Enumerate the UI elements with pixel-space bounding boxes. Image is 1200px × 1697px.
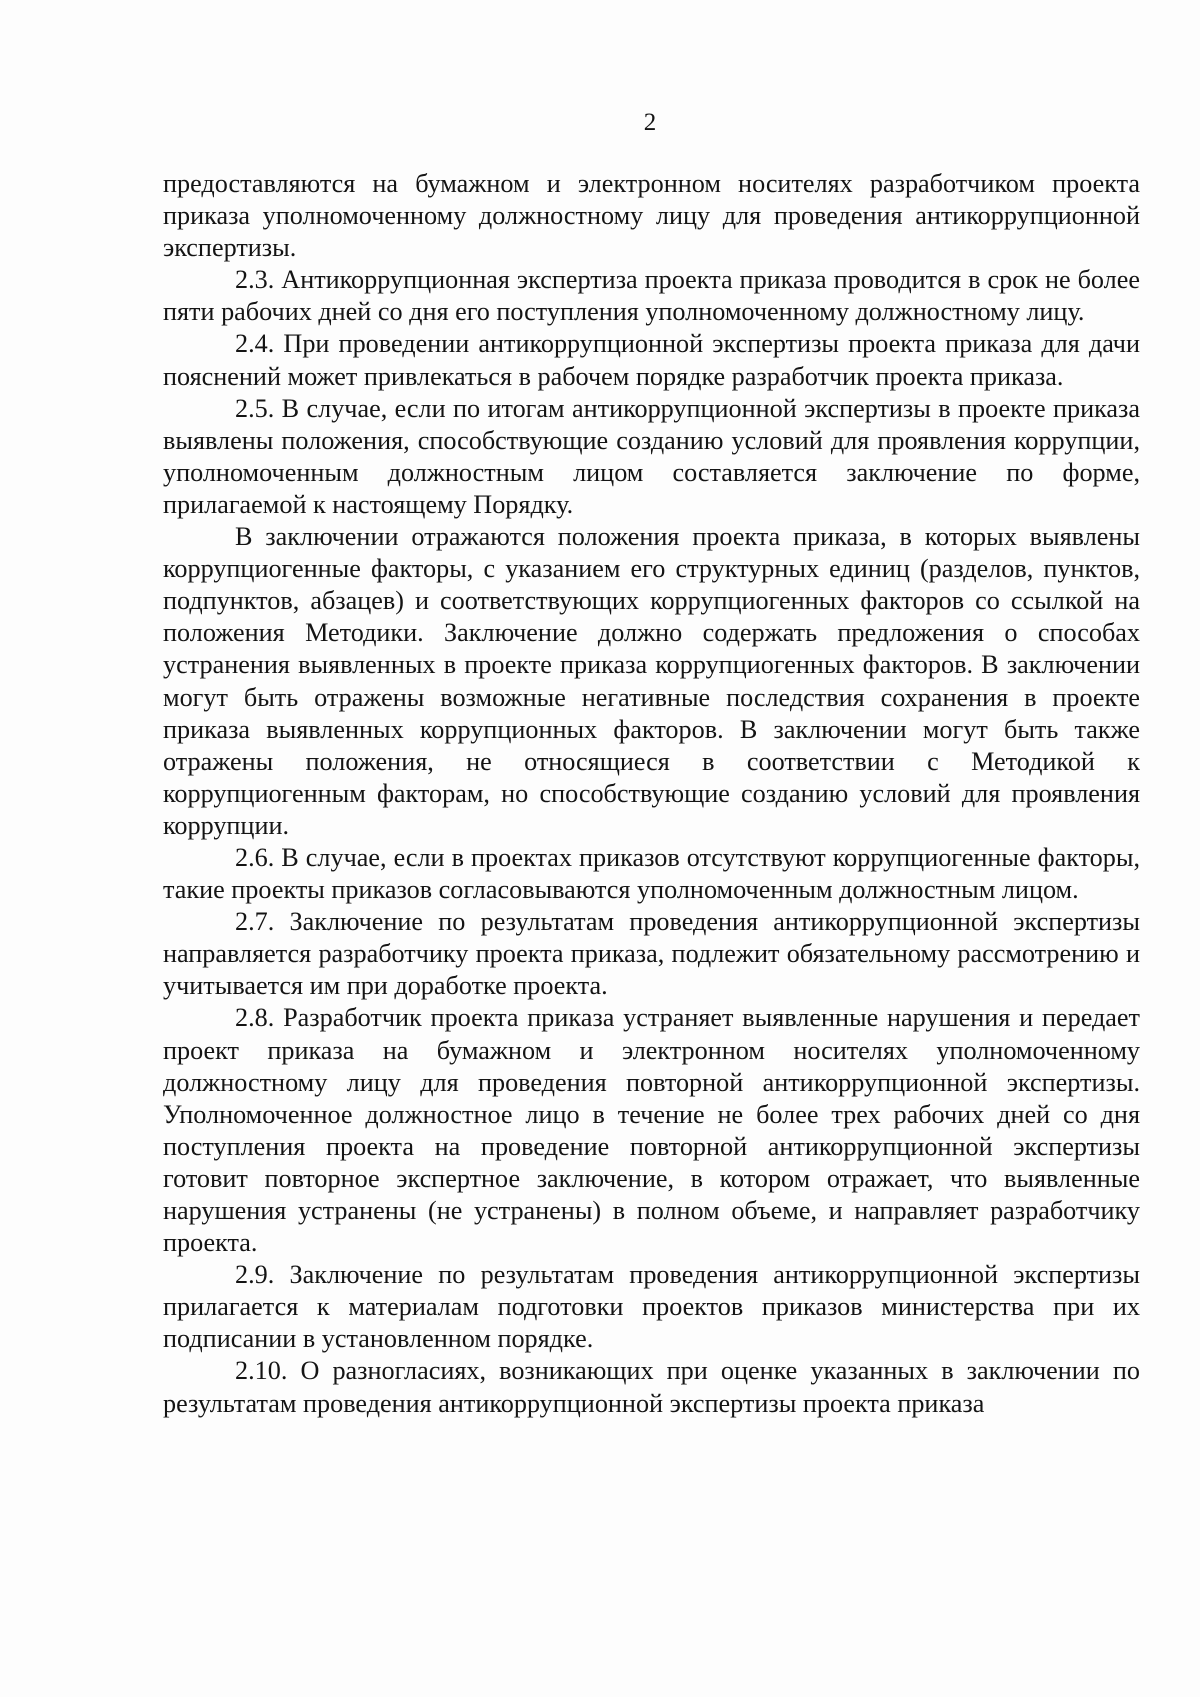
page-number: 2 <box>643 109 657 136</box>
paragraph-2-7: 2.7. Заключение по результатам проведения антикоррупционной экспертизы направляется разработчику проекта приказа, подлежит обязательному рассмотрению и учитывается им при доработке проекта. <box>163 907 1140 1001</box>
paragraph-2-6: 2.6. В случае, если в проектах приказов отсутствуют коррупциогенные факторы, такие проекты приказов согласовываются уполномоченным должностным лицом. <box>163 842 1140 905</box>
paragraph-2-5: 2.5. В случае, если по итогам антикоррупционной экспертизы в проекте приказа выявлены положения, способствующие созданию условий для проявления коррупции, уполномоченным должностным лицом составляется заключение по форме, прилагаемой к настоящему Порядку. <box>163 393 1140 519</box>
paragraph-continuation: предоставляются на бумажном и электронном носителях разработчиком проекта приказа уполномоченному должностному лицу для проведения антикоррупционной экспертизы. <box>163 169 1140 263</box>
document-body <box>163 168 1140 1420</box>
paragraph-2-4: 2.4. При проведении антикоррупционной экспертизы проекта приказа для дачи пояснений может привлекаться в рабочем порядке разработчик проекта приказа. <box>163 329 1140 391</box>
paragraph-2-3: 2.3. Антикоррупционная экспертиза проекта приказа проводится в срок не более пяти рабочих дней со дня его поступления уполномоченному должностному лицу. <box>163 265 1140 327</box>
paragraph-2-8: 2.8. Разработчик проекта приказа устраняет выявленные нарушения и передает проект приказа на бумажном и электронном носителях уполномоченному должностному лицу для проведения повторной антикоррупционной экспертизы. Уполномоченное должностное лицо в течение не более трех рабочих дней со дня поступления проекта на проведение повторной антикоррупционной экспертизы готовит повторное экспертное заключение, в котором отражает, что выявленные нарушения устранены (не устранены) в полном объеме, и направляет разработчику проекта. <box>163 1003 1140 1258</box>
paragraph-2-10: 2.10. О разногласиях, возникающих при оценке указанных в заключении по результатам проведения антикоррупционной экспертизы проекта приказа <box>163 1356 1140 1418</box>
paragraph-2-9: 2.9. Заключение по результатам проведения антикоррупционной экспертизы прилагается к материалам подготовки проектов приказов министерства при их подписании в установленном порядке. <box>163 1260 1140 1354</box>
paragraph-2-5-conclusion-content: В заключении отражаются положения проекта приказа, в которых выявлены коррупциогенные факторы, с указанием его структурных единиц (разделов, пунктов, подпунктов, абзацев) и соответствующих коррупциогенных факторов со ссылкой на положения Методики. Заключение должно содержать предложения о способах устранения выявленных в проекте приказа коррупциогенных факторов. В заключении могут быть отражены возможные негативные последствия сохранения в проекте приказа выявленных коррупционных факторов. В заключении могут быть также отражены положения, не относящиеся в соответствии с Методикой к коррупциогенным факторам, но способствующие созданию условий для проявления коррупции. <box>163 522 1140 840</box>
